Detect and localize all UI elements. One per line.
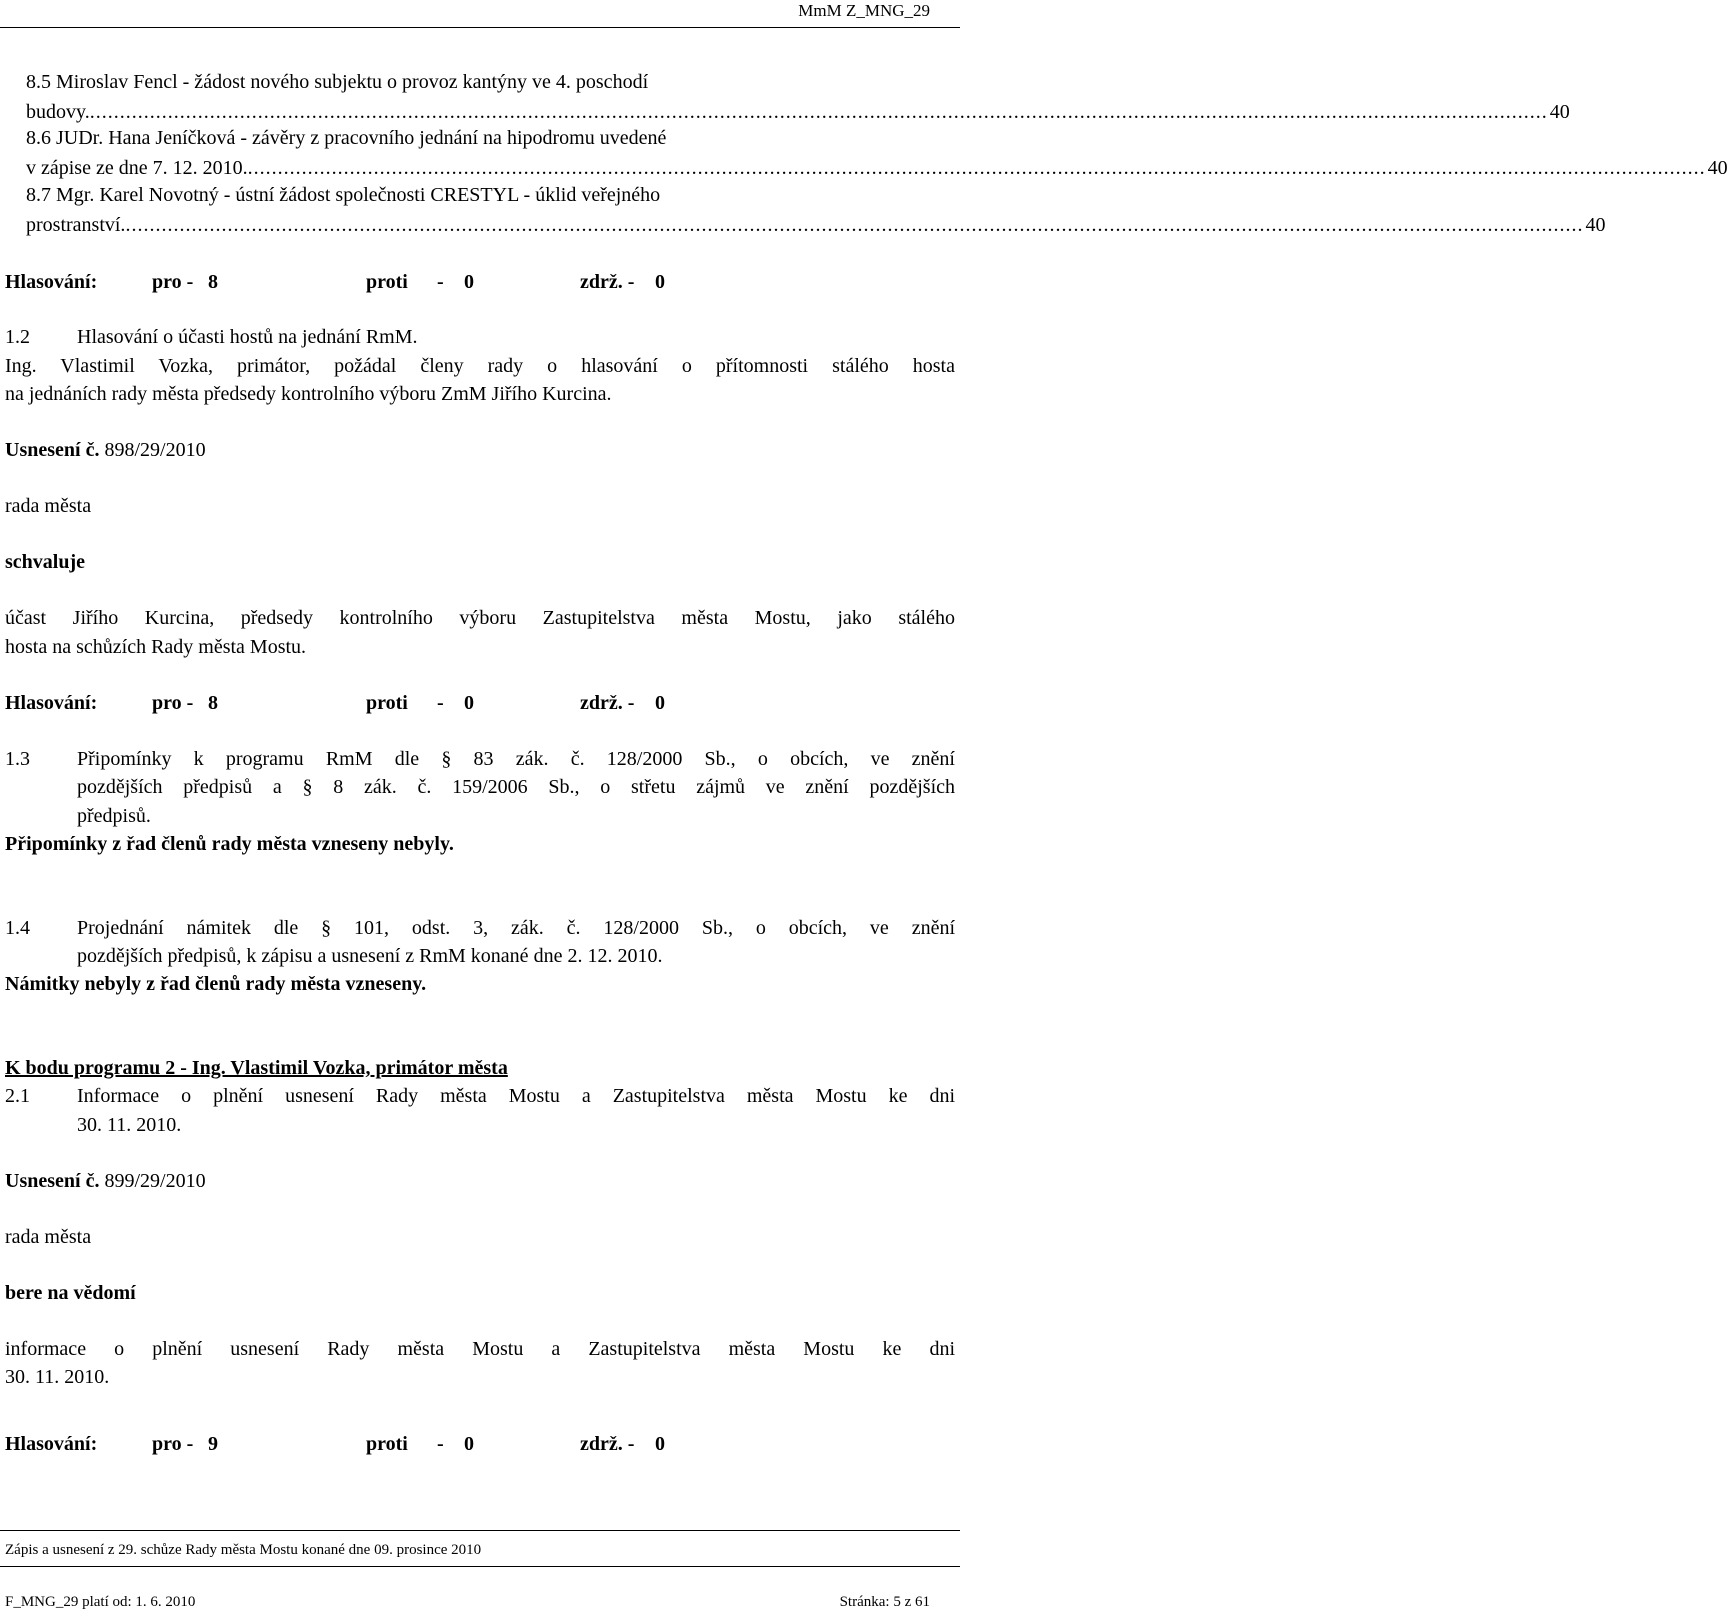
toc-page-number: 40 (1707, 157, 1728, 179)
section-number: 1.3 (5, 748, 30, 770)
footer-page-number: Stránka: 5 z 61 (839, 1594, 930, 1610)
vote-label: Hlasování: (5, 271, 98, 293)
vote-dash: - (437, 271, 444, 293)
resolution-verb: bere na vědomí (5, 1282, 136, 1304)
section-text-line: Projednání námitek dle § 101, odst. 3, zák. č. 128/2000 Sb., o obcích, ve znění (77, 917, 955, 939)
section-text-line: Informace o plnění usnesení Rady města Mostu a Zastupitelstva města Mostu ke dni (77, 1085, 955, 1107)
toc-page-number: 40 (1585, 214, 1606, 236)
section-text-line: pozdějších předpisů, k zápisu a usnesení z RmM konané dne 2. 12. 2010. (77, 945, 663, 967)
vote-label: Hlasování: (5, 1433, 98, 1455)
toc-entry-8-5-line2 (26, 101, 1570, 124)
section-text-line: pozdějších předpisů a § 8 zák. č. 159/2006 Sb., o střetu zájmů ve znění pozdějších (77, 776, 955, 798)
vote-label: Hlasování: (5, 692, 98, 714)
section-number: 1.4 (5, 917, 30, 939)
toc-leader-dots: ................................................................................................................................................................................................................................................... (125, 214, 1584, 236)
vote-result-1 (5, 271, 705, 297)
vote-zdrz-count: 0 (655, 1433, 665, 1455)
vote-pro-label: pro - (152, 692, 194, 714)
toc-entry-label: prostranství. (26, 214, 126, 236)
agenda-point-heading: K bodu programu 2 - Ing. Vlastimil Vozka, primátor města (5, 1057, 508, 1079)
vote-dash: - (437, 1433, 444, 1455)
vote-proti-label: proti (366, 692, 408, 714)
resolution-text-line: informace o plnění usnesení Rady města Mostu a Zastupitelstva města Mostu ke dni (5, 1338, 955, 1360)
vote-result-2 (5, 692, 705, 718)
toc-entry-8-7-line1: 8.7 Mgr. Karel Novotný - ústní žádost společnosti CRESTYL - úklid veřejného (26, 184, 661, 206)
vote-result-3 (5, 1433, 705, 1459)
section-text-line: na jednáních rady města předsedy kontrolního výboru ZmM Jiřího Kurcina. (5, 383, 612, 405)
section-note: Připomínky z řad členů rady města vzneseny nebyly. (5, 833, 454, 855)
resolution-body: rada města (5, 495, 92, 517)
toc-leader-dots: ................................................................................................................................................................................................................................................... (89, 101, 1548, 123)
resolution-label: Usnesení č. (5, 439, 100, 461)
vote-proti-label: proti (366, 1433, 408, 1455)
vote-proti-count: 0 (464, 1433, 474, 1455)
section-title: Hlasování o účasti hostů na jednání RmM. (77, 326, 418, 348)
footer-divider (0, 1566, 960, 1567)
resolution-number (5, 439, 206, 462)
vote-pro-count: 9 (208, 1433, 218, 1455)
vote-dash: - (437, 692, 444, 714)
footer-validity: F_MNG_29 platí od: 1. 6. 2010 (5, 1594, 196, 1610)
section-number: 1.2 (5, 326, 30, 348)
section-note: Námitky nebyly z řad členů rady města vzneseny. (5, 973, 427, 995)
vote-proti-count: 0 (464, 271, 474, 293)
section-number: 2.1 (5, 1085, 30, 1107)
resolution-verb: schvaluje (5, 551, 85, 573)
vote-zdrz-label: zdrž. - (580, 271, 635, 293)
vote-zdrz-label: zdrž. - (580, 1433, 635, 1455)
toc-entry-8-6-line1: 8.6 JUDr. Hana Jeníčková - závěry z pracovního jednání na hipodromu uvedené (26, 127, 667, 149)
toc-entry-label: v zápise ze dne 7. 12. 2010. (26, 157, 248, 179)
vote-pro-label: pro - (152, 1433, 194, 1455)
footer-divider (0, 1530, 960, 1531)
vote-pro-count: 8 (208, 692, 218, 714)
vote-zdrz-label: zdrž. - (580, 692, 635, 714)
section-text-line: předpisů. (77, 805, 151, 827)
section-text-line: 30. 11. 2010. (77, 1114, 182, 1136)
vote-zdrz-count: 0 (655, 271, 665, 293)
toc-leader-dots: ................................................................................................................................................................................................................................................... (247, 157, 1706, 179)
resolution-text-line: hosta na schůzích Rady města Mostu. (5, 636, 307, 658)
vote-pro-label: pro - (152, 271, 194, 293)
header-divider (0, 27, 960, 28)
resolution-id: 899/29/2010 (104, 1170, 206, 1192)
toc-entry-8-6-line2 (26, 157, 1728, 180)
vote-pro-count: 8 (208, 271, 218, 293)
section-text-line: Připomínky k programu RmM dle § 83 zák. č. 128/2000 Sb., o obcích, ve znění (77, 748, 955, 770)
section-text-line: Ing. Vlastimil Vozka, primátor, požádal členy rady o hlasování o přítomnosti stálého hosta (5, 355, 955, 377)
vote-zdrz-count: 0 (655, 692, 665, 714)
document-code: MmM Z_MNG_29 (798, 1, 930, 20)
resolution-text-line: účast Jiřího Kurcina, předsedy kontrolního výboru Zastupitelstva města Mostu, jako stálého (5, 607, 955, 629)
resolution-text-line: 30. 11. 2010. (5, 1366, 110, 1388)
resolution-body: rada města (5, 1226, 92, 1248)
toc-entry-label: budovy. (26, 101, 90, 123)
toc-entry-8-7-line2 (26, 214, 1606, 237)
vote-proti-count: 0 (464, 692, 474, 714)
toc-page-number: 40 (1549, 101, 1570, 123)
resolution-id: 898/29/2010 (104, 439, 206, 461)
resolution-number (5, 1170, 206, 1193)
toc-entry-8-5-line1: 8.5 Miroslav Fencl - žádost nového subjektu o provoz kantýny ve 4. poschodí (26, 71, 649, 93)
resolution-label: Usnesení č. (5, 1170, 100, 1192)
footer-title: Zápis a usnesení z 29. schůze Rady města Mostu konané dne 09. prosince 2010 (5, 1542, 482, 1558)
vote-proti-label: proti (366, 271, 408, 293)
